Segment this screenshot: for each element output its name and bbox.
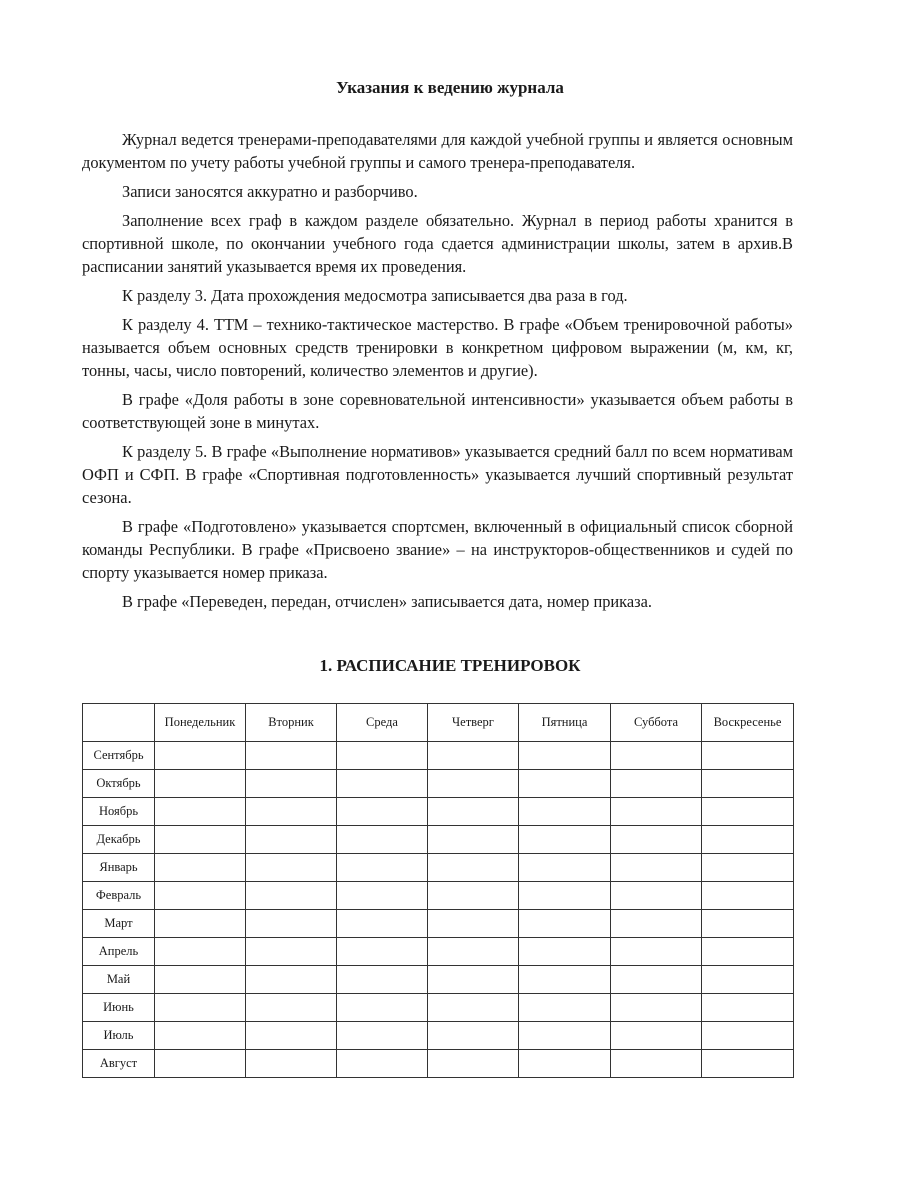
schedule-cell bbox=[337, 770, 428, 798]
schedule-cell bbox=[155, 882, 246, 910]
schedule-cell bbox=[428, 966, 519, 994]
table-row bbox=[83, 938, 794, 966]
month-label: Май bbox=[83, 966, 155, 994]
schedule-cell bbox=[155, 966, 246, 994]
schedule-cell bbox=[611, 966, 702, 994]
schedule-cell bbox=[246, 1022, 337, 1050]
schedule-cell bbox=[337, 882, 428, 910]
schedule-cell bbox=[519, 742, 611, 770]
schedule-cell bbox=[702, 1022, 794, 1050]
schedule-cell bbox=[246, 882, 337, 910]
schedule-cell bbox=[611, 994, 702, 1022]
schedule-cell bbox=[428, 770, 519, 798]
schedule-cell bbox=[611, 882, 702, 910]
month-label: Июль bbox=[83, 1022, 155, 1050]
schedule-cell bbox=[611, 910, 702, 938]
schedule-cell bbox=[337, 742, 428, 770]
schedule-cell bbox=[246, 1050, 337, 1078]
schedule-cell bbox=[702, 882, 794, 910]
month-label: Апрель bbox=[83, 938, 155, 966]
instruction-paragraph: К разделу 4. ТТМ – технико-тактическое мастерство. В графе «Объем тренировочной работы» называется объем основных средств тренировки в конкретном цифровом выражении (м, км, кг, тонны, часы, число повторений, количество элементов и другие). bbox=[82, 315, 793, 380]
schedule-cell bbox=[611, 854, 702, 882]
schedule-cell bbox=[428, 1050, 519, 1078]
schedule-cell bbox=[702, 994, 794, 1022]
schedule-cell bbox=[702, 742, 794, 770]
schedule-cell bbox=[155, 770, 246, 798]
instruction-paragraph: Журнал ведется тренерами-преподавателями для каждой учебной группы и является основным документом по учету работы учебной группы и самого тренера-преподавателя. bbox=[82, 130, 793, 172]
day-header: Понедельник bbox=[155, 704, 246, 742]
schedule-cell bbox=[155, 854, 246, 882]
schedule-cell bbox=[337, 854, 428, 882]
table-row bbox=[83, 966, 794, 994]
schedule-cell bbox=[246, 966, 337, 994]
schedule-cell bbox=[519, 994, 611, 1022]
schedule-cell bbox=[519, 798, 611, 826]
day-header: Среда bbox=[337, 704, 428, 742]
schedule-cell bbox=[702, 770, 794, 798]
schedule-cell bbox=[702, 826, 794, 854]
schedule-cell bbox=[428, 1022, 519, 1050]
day-header: Четверг bbox=[428, 704, 519, 742]
schedule-cell bbox=[519, 1022, 611, 1050]
schedule-cell bbox=[246, 938, 337, 966]
schedule-cell bbox=[611, 826, 702, 854]
schedule-cell bbox=[519, 938, 611, 966]
schedule-cell bbox=[155, 938, 246, 966]
schedule-cell bbox=[519, 1050, 611, 1078]
table-row bbox=[83, 994, 794, 1022]
instruction-paragraph: Заполнение всех граф в каждом разделе обязательно. Журнал в период работы хранится в спортивной школе, по окончании учебного года сдается администрации школы, затем в архив.В расписании занятий указывается время их проведения. bbox=[82, 211, 793, 276]
schedule-title: 1. РАСПИСАНИЕ ТРЕНИРОВОК bbox=[319, 656, 581, 675]
schedule-cell bbox=[337, 910, 428, 938]
month-label: Декабрь bbox=[83, 826, 155, 854]
schedule-cell bbox=[702, 1050, 794, 1078]
schedule-cell bbox=[519, 966, 611, 994]
table-row bbox=[83, 798, 794, 826]
schedule-cell bbox=[611, 1050, 702, 1078]
month-label: Февраль bbox=[83, 882, 155, 910]
schedule-cell bbox=[702, 938, 794, 966]
schedule-cell bbox=[428, 854, 519, 882]
month-label: Март bbox=[83, 910, 155, 938]
schedule-header-row bbox=[83, 704, 794, 742]
schedule-cell bbox=[155, 1022, 246, 1050]
table-row bbox=[83, 910, 794, 938]
schedule-cell bbox=[428, 742, 519, 770]
schedule-cell bbox=[611, 798, 702, 826]
table-row bbox=[83, 826, 794, 854]
schedule-cell bbox=[702, 966, 794, 994]
schedule-cell bbox=[702, 854, 794, 882]
schedule-cell bbox=[428, 938, 519, 966]
schedule-cell bbox=[428, 882, 519, 910]
training-schedule-table bbox=[82, 703, 794, 1078]
month-label: Сентябрь bbox=[83, 742, 155, 770]
schedule-cell bbox=[246, 770, 337, 798]
schedule-cell bbox=[611, 938, 702, 966]
schedule-cell bbox=[246, 742, 337, 770]
schedule-cell bbox=[155, 826, 246, 854]
schedule-cell bbox=[337, 994, 428, 1022]
schedule-cell bbox=[246, 910, 337, 938]
schedule-cell bbox=[428, 798, 519, 826]
schedule-cell bbox=[428, 910, 519, 938]
schedule-cell bbox=[337, 938, 428, 966]
month-label: Август bbox=[83, 1050, 155, 1078]
schedule-cell bbox=[519, 826, 611, 854]
day-header: Вторник bbox=[246, 704, 337, 742]
schedule-cell bbox=[519, 910, 611, 938]
schedule-cell bbox=[519, 854, 611, 882]
table-row bbox=[83, 1022, 794, 1050]
schedule-cell bbox=[337, 966, 428, 994]
month-label: Ноябрь bbox=[83, 798, 155, 826]
instruction-paragraph: В графе «Подготовлено» указывается спортсмен, включенный в официальный список сборной команды Республики. В графе «Присвоено звание» – на инструкторов-общественников и судей по спорту указывается номер приказа. bbox=[82, 517, 793, 582]
document-title: Указания к ведению журнала bbox=[336, 78, 564, 97]
schedule-cell bbox=[337, 1050, 428, 1078]
day-header: Воскресенье bbox=[702, 704, 794, 742]
schedule-cell bbox=[246, 798, 337, 826]
schedule-body bbox=[83, 742, 794, 1078]
schedule-cell bbox=[155, 994, 246, 1022]
schedule-cell bbox=[611, 1022, 702, 1050]
instruction-paragraph: Записи заносятся аккуратно и разборчиво. bbox=[122, 182, 418, 201]
instruction-paragraph: К разделу 5. В графе «Выполнение нормативов» указывается средний балл по всем нормативам ОФП и СФП. В графе «Спортивная подготовленность» указывается лучший спортивный результат сезона. bbox=[82, 442, 793, 507]
month-label: Октябрь bbox=[83, 770, 155, 798]
schedule-cell bbox=[519, 882, 611, 910]
schedule-cell bbox=[155, 910, 246, 938]
schedule-cell bbox=[155, 798, 246, 826]
schedule-cell bbox=[702, 798, 794, 826]
table-row bbox=[83, 854, 794, 882]
schedule-cell bbox=[337, 826, 428, 854]
schedule-cell bbox=[611, 742, 702, 770]
corner-cell bbox=[83, 704, 155, 742]
month-label: Январь bbox=[83, 854, 155, 882]
month-label: Июнь bbox=[83, 994, 155, 1022]
schedule-cell bbox=[246, 994, 337, 1022]
schedule-cell bbox=[428, 994, 519, 1022]
schedule-cell bbox=[337, 1022, 428, 1050]
schedule-cell bbox=[611, 770, 702, 798]
schedule-cell bbox=[155, 1050, 246, 1078]
schedule-cell bbox=[702, 910, 794, 938]
table-row bbox=[83, 882, 794, 910]
schedule-cell bbox=[337, 798, 428, 826]
table-row bbox=[83, 742, 794, 770]
schedule-cell bbox=[246, 854, 337, 882]
schedule-cell bbox=[246, 826, 337, 854]
day-header: Пятница bbox=[519, 704, 611, 742]
schedule-cell bbox=[519, 770, 611, 798]
instruction-paragraph: В графе «Переведен, передан, отчислен» записывается дата, номер приказа. bbox=[122, 592, 653, 611]
instructions-text bbox=[82, 128, 793, 619]
instruction-paragraph: В графе «Доля работы в зоне соревновательной интенсивности» указывается объем работы в соответствующей зоне в минутах. bbox=[82, 390, 793, 432]
schedule-cell bbox=[155, 742, 246, 770]
table-row bbox=[83, 1050, 794, 1078]
table-row bbox=[83, 770, 794, 798]
schedule-cell bbox=[428, 826, 519, 854]
instruction-paragraph: К разделу 3. Дата прохождения медосмотра записывается два раза в год. bbox=[122, 286, 628, 305]
day-header: Суббота bbox=[611, 704, 702, 742]
